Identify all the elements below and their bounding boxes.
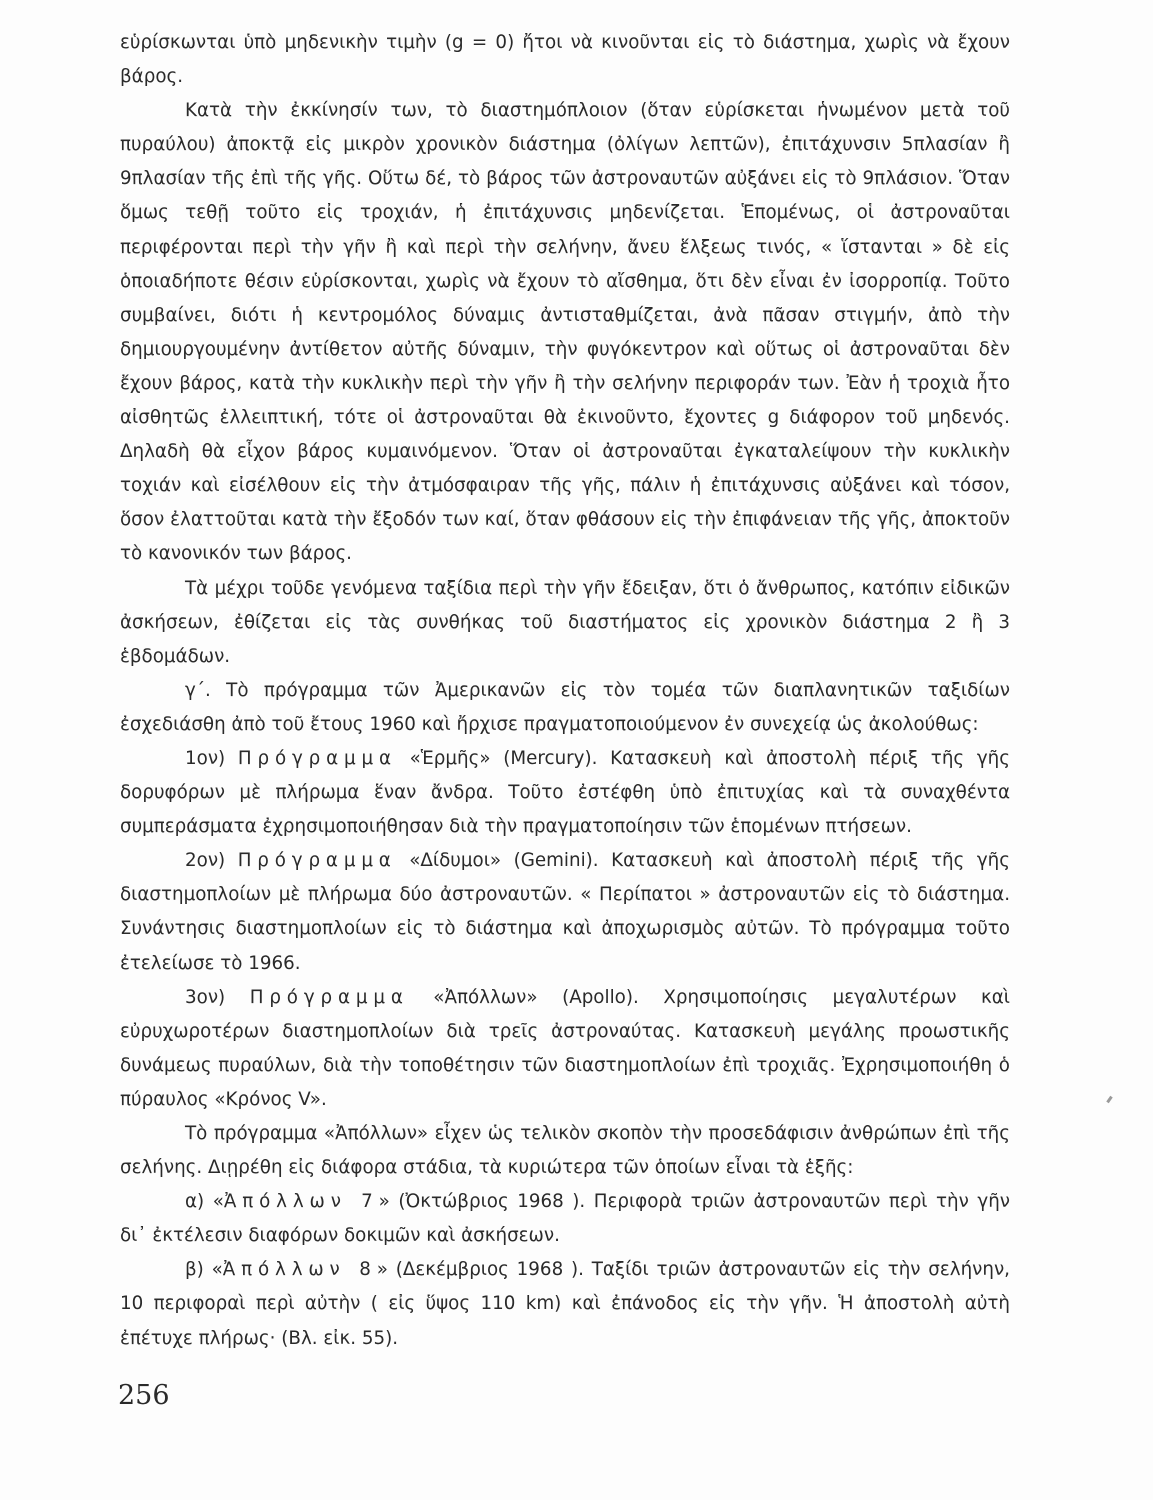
paragraph-text: » (Δεκέμβριος 1968 ). Ταξίδι τριῶν ἀστροναυτῶν εἰς τὴν σελήνην, 10 περιφοραὶ περὶ αὐτὴν ( εἰς ὕψος 110 km) καὶ ἐπάνοδος εἰς τὴν γῆν. Ἡ ἀποστολὴ αὐτὴ ἐπέτυχε πλήρως· (Βλ. εἰκ. 55). bbox=[120, 1259, 1010, 1349]
spaced-heading: Ἀπόλλων 7 bbox=[223, 1191, 379, 1213]
paragraph-text: «Ἑρμῆς» (Mercury). Κατασκευὴ καὶ ἀποστολὴ πέριξ τῆς γῆς δορυφόρων μὲ πλήρωμα ἕναν ἄνδρα. Τοῦτο ἐστέφθη ὑπὸ ἐπιτυχίας καὶ τὰ συναχθέντα συμπεράσματα ἐχρησιμοποιήθησαν διὰ τὴν πραγματοποίησιν τῶν ἑπομένων πτήσεων. bbox=[120, 747, 1010, 838]
paragraph-text: Τὰ μέχρι τοῦδε γενόμενα ταξίδια περὶ τὴν γῆν ἔδειξαν, ὅτι ὁ ἄνθρωπος, κατόπιν εἰδικῶν ἀσκήσεων, ἐθίζεται εἰς τὰς συνθήκας τοῦ διαστήματος εἰς χρονικὸν διάστημα 2 ἢ 3 ἑβδομάδων. bbox=[120, 577, 1010, 667]
page-number: 256 bbox=[118, 1380, 170, 1411]
body-text bbox=[120, 26, 1010, 1356]
spaced-heading: Πρόγραμμα bbox=[237, 747, 397, 769]
item-label: α) « bbox=[185, 1191, 224, 1213]
item-label: 3ον) bbox=[185, 986, 250, 1008]
paper-speck bbox=[1106, 1096, 1112, 1103]
paragraph bbox=[120, 94, 1010, 571]
item-label: 1ον) bbox=[185, 747, 238, 769]
paragraph-text: Κατὰ τὴν ἐκκίνησίν των, τὸ διαστημόπλοιον (ὅταν εὑρίσκεται ἡνωμένον μετὰ τοῦ πυραύλου) ἀποκτᾷ εἰς μικρὸν χρονικὸν διάστημα (ὀλίγων λεπτῶν), ἐπιτάχυνσιν 5πλασίαν ἢ 9πλασίαν τῆς ἐπὶ τῆς γῆς. Οὕτω δέ, τὸ βάρος τῶν ἀστροναυτῶν αὐξάνει εἰς τὸ 9πλάσιον. Ὅταν ὅμως τεθῇ τοῦτο εἰς τροχιάν, ἡ ἐπιτάχυνσις μηδενίζεται. Ἑπομένως, οἱ ἀστροναῦται περιφέρονται περὶ τὴν γῆν ἢ καὶ περὶ τὴν σελήνην, ἄνευ ἕλξεως τινός, « ἵστανται » δὲ εἰς ὁποιαδήποτε θέσιν εὑρίσκονται, χωρὶς νὰ ἔχουν τὸ αἴσθημα, ὅτι δὲν εἶναι ἐν ἰσορροπίᾳ. Τοῦτο συμβαίνει, διότι ἡ κεντρομόλος δύναμις ἀντισταθμίζεται, ἀνὰ πᾶσαν στιγμήν, ἀπὸ τὴν δημιουργουμένην ἀντίθετον αὐτῆς δύναμιν, τὴν φυγόκεντρον καὶ οὕτως οἱ ἀστροναῦται δὲν ἔχουν βάρος, κατὰ τὴν κυκλικὴν περὶ τὴν γῆν ἢ τὴν σελήνην περιφοράν των. Ἐὰν ἡ τροχιὰ ἦτο αἰσθητῶς ἐλλειπτική, τότε οἱ ἀστροναῦται θὰ ἐκινοῦντο, ἔχοντες g διάφορον τοῦ μηδενός. Δηλαδὴ θὰ εἶχον βάρος κυμαινόμενον. Ὅταν οἱ ἀστροναῦται ἐγκαταλείψουν τὴν κυκλικὴν τοχιάν καὶ εἰσέλθουν εἰς τὴν ἀτμόσφαιραν τῆς γῆς, πάλιν ἡ ἐπιτάχυνσις αὐξάνει καὶ τόσον, ὅσον ἐλαττοῦται κατὰ τὴν ἔξοδόν των καί, ὅταν φθάσουν εἰς τὴν ἐπιφάνειαν τῆς γῆς, ἀποκτοῦν τὸ κανονικόν των βάρος. bbox=[120, 100, 1010, 565]
mission-item bbox=[120, 1185, 1010, 1253]
paragraph bbox=[120, 572, 1010, 674]
paragraph-text: γ΄. Τὸ πρόγραμμα τῶν Ἀμερικανῶν εἰς τὸν τομέα τῶν διαπλανητικῶν ταξιδίων ἐσχεδιάσθη ἀπὸ τοῦ ἔτους 1960 καὶ ἤρχισε πραγματοποιούμενον ἐν συνεχείᾳ ὡς ἀκολούθως: bbox=[120, 679, 1010, 735]
paragraph-text: «Ἀπόλλων» (Apollo). Χρησιμοποίησις μεγαλυτέρων καὶ εὐρυχωροτέρων διαστημοπλοίων διὰ τρεῖς ἀστροναύτας. Κατασκευὴ μεγάλης προωστικῆς δυνάμεως πυραύλων, διὰ τὴν τοποθέτησιν τῶν διαστημοπλοίων ἐπὶ τροχιᾶς. Ἐχρησιμοποιήθη ὁ πύραυλος «Κρόνος V». bbox=[120, 986, 1010, 1110]
paragraph bbox=[120, 26, 1010, 94]
item-label: 2ον) bbox=[185, 850, 238, 872]
paragraph bbox=[120, 1117, 1010, 1185]
item-label: β) « bbox=[185, 1259, 223, 1281]
paragraph-text: Τὸ πρόγραμμα «Ἀπόλλων» εἶχεν ὡς τελικὸν σκοπὸν τὴν προσεδάφισιν ἀνθρώπων ἐπὶ τῆς σελήνης. Διῃρέθη εἰς διάφορα στάδια, τὰ κυριώτερα τῶν ὁποίων εἶναι τὰ ἑξῆς: bbox=[120, 1123, 1010, 1179]
spaced-heading: Πρόγραμμα bbox=[249, 986, 409, 1008]
spaced-heading: Ἀπόλλων 8 bbox=[222, 1259, 377, 1281]
paragraph-text: «Δίδυμοι» (Gemini). Κατασκευὴ καὶ ἀποστολὴ πέριξ τῆς γῆς διαστημοπλοίων μὲ πλήρωμα δύο ἀστροναυτῶν. « Περίπατοι » ἀστροναυτῶν εἰς τὸ διάστημα. Συνάντησις διαστημοπλοίων εἰς τὸ διάστημα καὶ ἀποχωρισμὸς αὐτῶν. Τὸ πρόγραμμα τοῦτο ἐτελείωσε τὸ 1966. bbox=[120, 850, 1010, 974]
paragraph-text: » (Ὀκτώβριος 1968 ). Περιφορὰ τριῶν ἀστροναυτῶν περὶ τὴν γῆν δι᾿ ἐκτέλεσιν διαφόρων δοκιμῶν καὶ ἀσκήσεων. bbox=[120, 1191, 1010, 1247]
paragraph-text: εὑρίσκωνται ὑπὸ μηδενικὴν τιμὴν (g = 0) ἤτοι νὰ κινοῦνται εἰς τὸ διάστημα, χωρὶς νὰ ἔχουν βάρος. bbox=[120, 32, 1010, 88]
mission-item bbox=[120, 1253, 1010, 1355]
program-item bbox=[120, 844, 1010, 980]
paragraph bbox=[120, 674, 1010, 742]
spaced-heading: Πρόγραμμα bbox=[237, 850, 397, 872]
program-item bbox=[120, 742, 1010, 844]
program-item bbox=[120, 981, 1010, 1117]
